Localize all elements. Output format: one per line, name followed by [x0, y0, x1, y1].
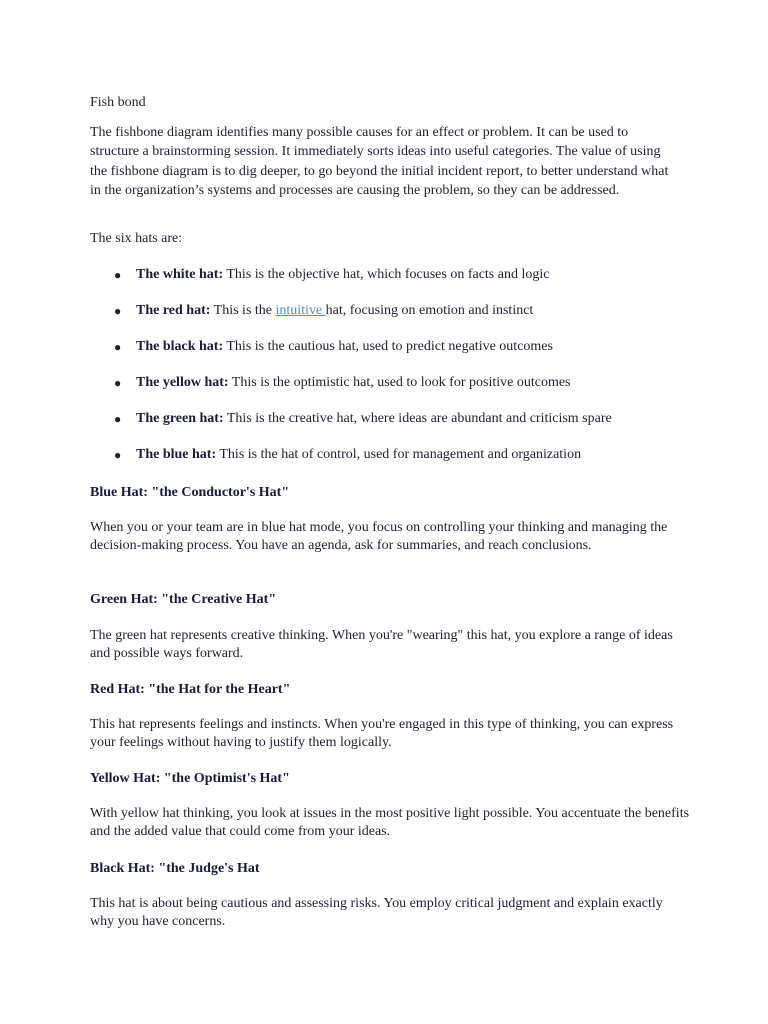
list-item-white-hat [90, 266, 690, 302]
bullet-icon: ● [114, 304, 122, 318]
section-body-green-hat: The green hat represents creative thinking. When you're "wearing" this hat, you explore a range of ideas and possible ways forward. [90, 628, 673, 661]
hat-description: This is the objective hat, which focuses on facts and logic [223, 267, 550, 282]
list-item-blue-hat [90, 446, 690, 482]
list-item-yellow-hat [90, 374, 690, 410]
intuitive-link[interactable]: intuitive [275, 303, 326, 318]
bullet-icon: ● [114, 268, 122, 282]
section-heading-black-hat: Black Hat: "the Judge's Hat [90, 861, 260, 876]
hat-label: The green hat: [136, 411, 224, 426]
hat-label: The red hat: [136, 303, 211, 318]
hat-description: This is the [210, 303, 276, 318]
section-heading-red-hat: Red Hat: "the Hat for the Heart" [90, 682, 291, 697]
hat-label: The black hat: [136, 339, 224, 354]
hat-label: The yellow hat: [136, 375, 229, 390]
list-item-black-hat [90, 338, 690, 374]
hats-list [90, 266, 690, 482]
hat-label: The blue hat: [136, 447, 217, 462]
intro-paragraph: The fishbone diagram identifies many possible causes for an effect or problem. It can be used to structure a brainstorming session. It immediately sorts ideas into useful categories. The value of using the fishbone diagram is to dig deeper, to go beyond the initial incident report, to better understand what in the organization’s systems and processes are causing the problem, so they can be addressed. [90, 125, 669, 198]
hat-description: This is the creative hat, where ideas are abundant and criticism spare [223, 411, 612, 426]
list-item-green-hat [90, 410, 690, 446]
section-body-yellow-hat: With yellow hat thinking, you look at issues in the most positive light possible. You accentuate the benefits and the added value that could come from your ideas. [90, 806, 690, 839]
hat-description: This is the optimistic hat, used to look for positive outcomes [228, 375, 571, 390]
section-heading-green-hat: Green Hat: "the Creative Hat" [90, 592, 277, 607]
hat-description: This is the cautious hat, used to predict negative outcomes [223, 339, 553, 354]
hat-description-rest: hat, focusing on emotion and instinct [325, 303, 534, 318]
document-title: Fish bond [90, 95, 146, 110]
bullet-icon: ● [114, 412, 122, 426]
bullet-icon: ● [114, 340, 122, 354]
section-body-blue-hat: When you or your team are in blue hat mode, you focus on controlling your thinking and managing the decision-making process. You have an agenda, ask for summaries, and reach conclusions. [90, 520, 668, 553]
section-body-red-hat: This hat represents feelings and instincts. When you're engaged in this type of thinking, you can express your feelings without having to justify them logically. [90, 717, 674, 750]
hat-description: This is the hat of control, used for management and organization [216, 447, 582, 462]
list-item-red-hat [90, 302, 690, 338]
section-heading-blue-hat: Blue Hat: "the Conductor's Hat" [90, 485, 290, 500]
section-heading-yellow-hat: Yellow Hat: "the Optimist's Hat" [90, 771, 290, 786]
bullet-icon: ● [114, 376, 122, 390]
hats-lead-text: The six hats are: [90, 231, 183, 246]
section-body-black-hat: This hat is about being cautious and assessing risks. You employ critical judgment and explain exactly why you have concerns. [90, 896, 663, 929]
bullet-icon: ● [114, 448, 122, 462]
hat-label: The white hat: [136, 267, 224, 282]
